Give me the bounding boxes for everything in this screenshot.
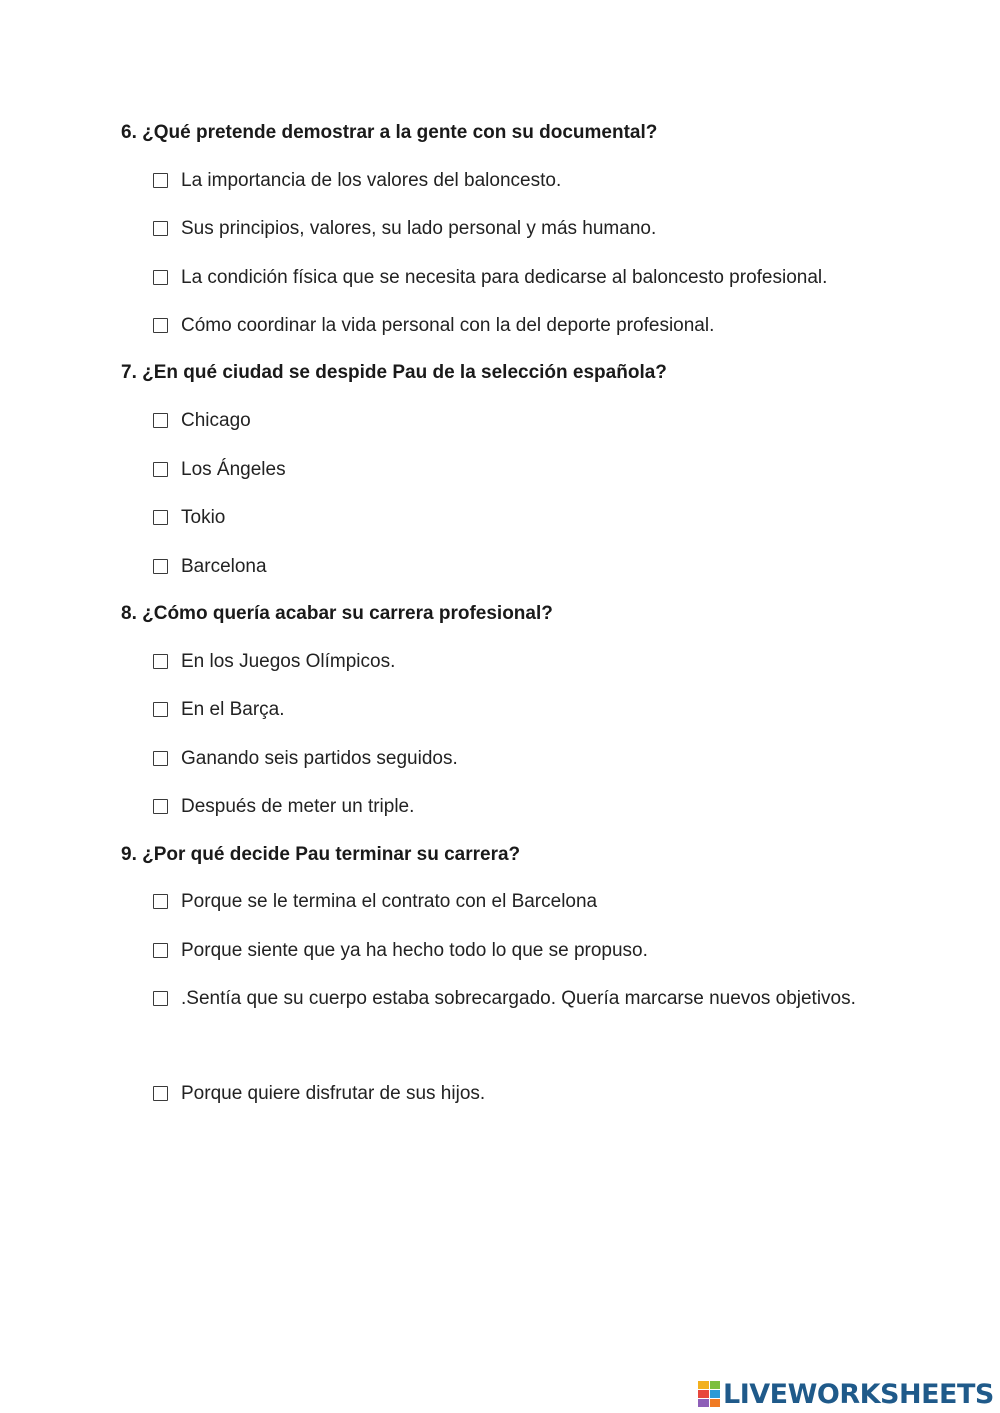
option-label: Cómo coordinar la vida personal con la del deporte profesional. [181,315,715,336]
question-6-option-3[interactable] [153,266,878,290]
liveworksheets-logo [698,1378,994,1410]
option-label: Después de meter un triple. [181,796,415,817]
question-9-option-1[interactable] [153,890,878,914]
question-6-option-4[interactable] [153,314,878,338]
question-8-title: 8. ¿Cómo quería acabar su carrera profesional? [121,603,553,624]
checkbox[interactable] [153,559,168,574]
option-label: Porque quiere disfrutar de sus hijos. [181,1083,486,1104]
checkbox[interactable] [153,270,168,285]
logo-square [710,1399,721,1407]
logo-square [698,1399,709,1407]
option-label: Porque siente que ya ha hecho todo lo que se propuso. [181,940,648,961]
question-9-option-2[interactable] [153,939,878,963]
question-7-option-2[interactable] [153,458,878,482]
option-label: Chicago [181,410,251,431]
logo-square [698,1390,709,1398]
checkbox[interactable] [153,173,168,188]
question-9-title: 9. ¿Por qué decide Pau terminar su carrera? [121,844,521,865]
question-8-option-2[interactable] [153,698,878,722]
logo-text: LIVEWORKSHEETS [723,1378,994,1410]
checkbox[interactable] [153,654,168,669]
question-7-option-4[interactable] [153,555,878,579]
option-label: En el Barça. [181,699,285,720]
question-7-option-3[interactable] [153,506,878,530]
option-label: Porque se le termina el contrato con el Barcelona [181,891,598,912]
option-label: La importancia de los valores del baloncesto. [181,170,562,191]
option-label: Barcelona [181,556,267,577]
question-6-option-1[interactable] [153,169,878,193]
option-label: Ganando seis partidos seguidos. [181,748,458,769]
question-9-option-3[interactable] [153,987,878,1022]
question-8-option-3[interactable] [153,747,878,771]
checkbox[interactable] [153,894,168,909]
question-8-option-1[interactable] [153,650,878,674]
checkbox[interactable] [153,462,168,477]
option-label: Tokio [181,507,226,528]
liveworksheets-logo-icon [698,1381,720,1407]
option-label: .Sentía que su cuerpo estaba sobrecargado. Quería marcarse nuevos objetivos. [181,988,856,1009]
logo-square [710,1390,721,1398]
checkbox[interactable] [153,318,168,333]
question-7-option-1[interactable] [153,409,878,433]
checkbox[interactable] [153,702,168,717]
logo-square [698,1381,709,1389]
checkbox[interactable] [153,943,168,958]
question-7-title: 7. ¿En qué ciudad se despide Pau de la selección española? [121,362,667,383]
checkbox[interactable] [153,991,168,1006]
checkbox[interactable] [153,1086,168,1101]
checkbox[interactable] [153,413,168,428]
logo-square [710,1381,721,1389]
question-6-title: 6. ¿Qué pretende demostrar a la gente con su documental? [121,122,658,143]
option-label: La condición física que se necesita para dedicarse al baloncesto profesional. [181,267,828,288]
option-label: Sus principios, valores, su lado personal y más humano. [181,218,657,239]
question-6-option-2[interactable] [153,217,878,241]
question-9-option-4[interactable] [153,1082,878,1106]
option-label: Los Ángeles [181,459,286,480]
checkbox[interactable] [153,510,168,525]
option-label: En los Juegos Olímpicos. [181,651,396,672]
checkbox[interactable] [153,751,168,766]
checkbox[interactable] [153,221,168,236]
question-8-option-4[interactable] [153,795,878,819]
checkbox[interactable] [153,799,168,814]
